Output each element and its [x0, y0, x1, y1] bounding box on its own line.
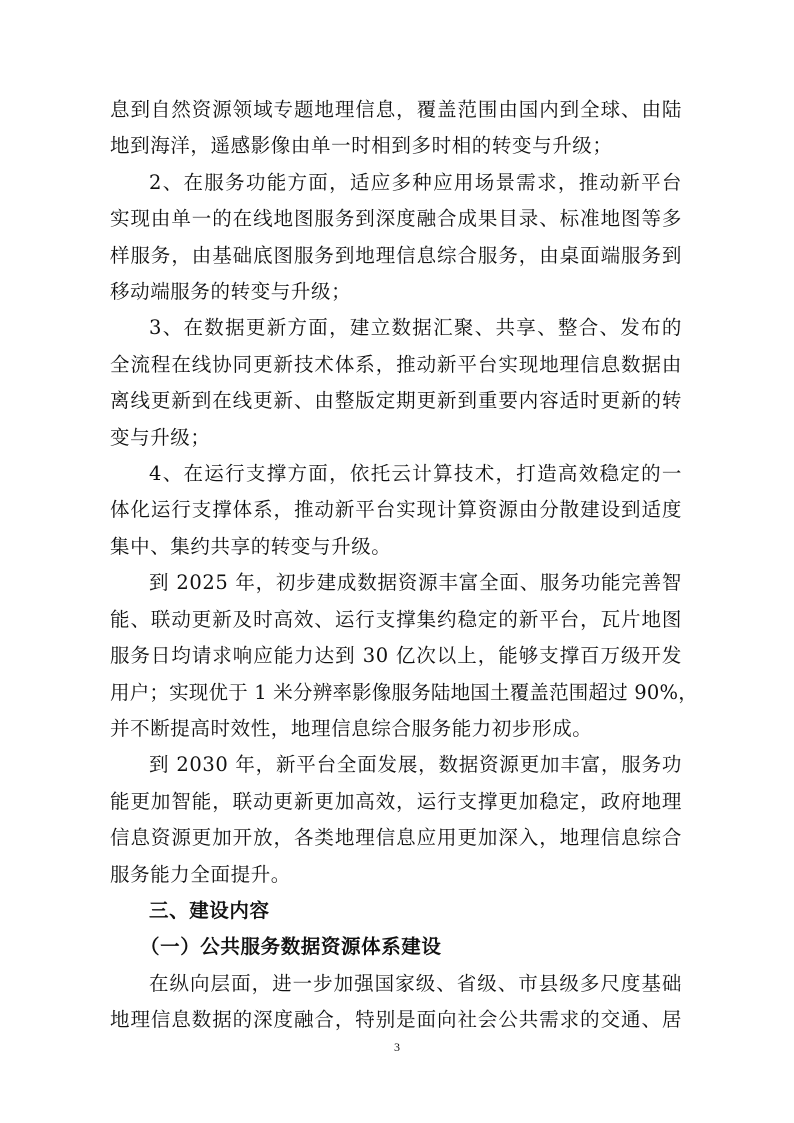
- text-line: 全流程在线协同更新技术体系，推动新平台实现地理信息数据由: [110, 352, 682, 376]
- text-line: 样服务，由基础底图服务到地理信息综合服务，由桌面端服务到: [110, 243, 682, 267]
- text-line: 集中、集约共享的转变与升级。: [110, 534, 392, 558]
- paragraph-data-resources-ending: [110, 92, 682, 165]
- text-line: 并不断提高时效性，地理信息综合服务能力初步形成。: [110, 716, 593, 740]
- text-line: 到 2025 年，初步建成数据资源丰富全面、服务功能完善智: [149, 571, 682, 595]
- text-line: 离线更新到在线更新、由整版定期更新到重要内容适时更新的转: [110, 389, 682, 413]
- document-body: [110, 92, 698, 1039]
- text-line: 到 2030 年，新平台全面发展，数据资源更加丰富，服务功: [149, 753, 682, 777]
- section-heading: 三、建设内容: [149, 898, 270, 922]
- paragraph-goal-2030: [110, 747, 682, 893]
- text-line: 体化运行支撑体系，推动新平台实现计算资源由分散建设到适度: [110, 498, 682, 522]
- text-line: 2、在服务功能方面，适应多种应用场景需求，推动新平台: [149, 170, 682, 194]
- paragraph-goal-2025: [110, 565, 698, 747]
- text-line: 服务能力全面提升。: [110, 862, 291, 886]
- text-line: 信息资源更加开放，各类地理信息应用更加深入，地理信息综合: [110, 826, 682, 850]
- subsection-heading: （一）公共服务数据资源体系建设: [140, 935, 442, 959]
- page-number: 3: [394, 1040, 400, 1054]
- text-line: 4、在运行支撑方面，依托云计算技术，打造高效稳定的一: [149, 462, 682, 486]
- text-line: 地理信息数据的深度融合，特别是面向社会公共需求的交通、居: [110, 1008, 682, 1032]
- paragraph-data-update: [110, 310, 682, 456]
- paragraph-operation-support: [110, 456, 682, 565]
- text-line: 用户；实现优于 1 米分辨率影像服务陆地国土覆盖范围超过 90%，: [110, 680, 698, 704]
- text-line: 实现由单一的在线地图服务到深度融合成果目录、标准地图等多: [110, 207, 682, 231]
- text-line: 能、联动更新及时高效、运行支撑集约稳定的新平台，瓦片地图: [110, 607, 682, 631]
- text-line: 地到海洋，遥感影像由单一时相到多时相的转变与升级；: [110, 134, 613, 158]
- text-line: 息到自然资源领域专题地理信息，覆盖范围由国内到全球、由陆: [110, 98, 682, 121]
- text-line: 能更加智能，联动更新更加高效，运行支撑更加稳定，政府地理: [110, 789, 682, 813]
- text-line: 变与升级；: [110, 425, 211, 449]
- text-line: 在纵向层面，进一步加强国家级、省级、市县级多尺度基础: [149, 971, 682, 995]
- paragraph-vertical-level: [110, 966, 682, 1039]
- text-line: 移动端服务的转变与升级；: [110, 280, 352, 304]
- text-line: 3、在数据更新方面，建立数据汇聚、共享、整合、发布的: [149, 316, 682, 340]
- paragraph-service-function: [110, 165, 682, 311]
- text-line: 服务日均请求响应能力达到 30 亿次以上，能够支撑百万级开发: [110, 644, 682, 668]
